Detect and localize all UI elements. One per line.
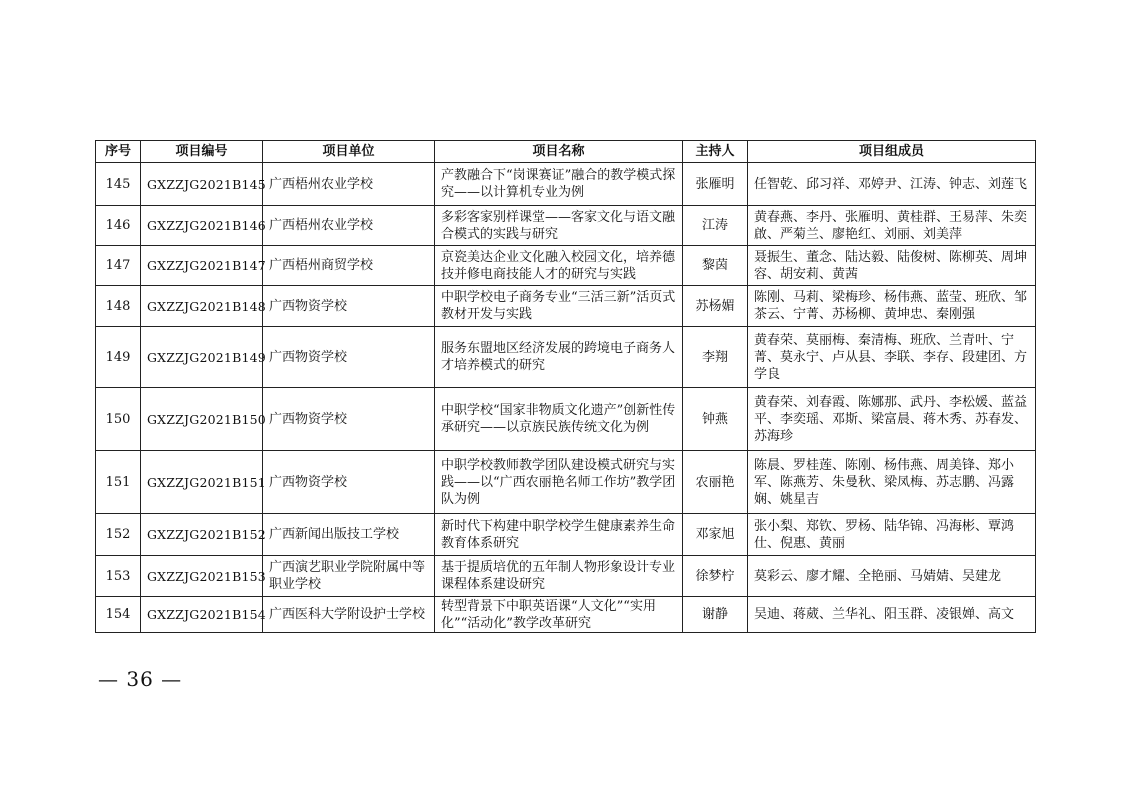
row-no: 151	[96, 451, 141, 514]
row-no: 154	[96, 597, 141, 633]
row-code: GXZZJG2021B152	[141, 514, 263, 556]
row-members: 吴迪、蒋葳、兰华礼、阳玉群、凌银婵、高文	[748, 597, 1036, 633]
row-members: 张小梨、郑钦、罗杨、陆华锦、冯海彬、覃鸿仕、倪惠、黄丽	[748, 514, 1036, 556]
row-unit: 广西梧州商贸学校	[263, 246, 435, 286]
row-no: 150	[96, 388, 141, 451]
header-unit: 项目单位	[263, 141, 435, 163]
row-no: 147	[96, 246, 141, 286]
table-row	[96, 514, 1036, 556]
row-code: GXZZJG2021B145	[141, 163, 263, 206]
page-number: — 36 —	[98, 667, 183, 691]
row-project-name: 中职学校电子商务专业“三活三新”活页式教材开发与实践	[435, 286, 683, 327]
row-members: 陈刚、马莉、梁梅珍、杨伟燕、蓝莹、班欣、邹茶云、宁菁、苏杨柳、黄坤忠、秦刚强	[748, 286, 1036, 327]
row-project-name: 新时代下构建中职学校学生健康素养生命教育体系研究	[435, 514, 683, 556]
row-code: GXZZJG2021B146	[141, 206, 263, 246]
row-members: 黄春燕、李丹、张雁明、黄桂群、王易萍、朱奕啟、严菊兰、廖艳红、刘丽、刘美萍	[748, 206, 1036, 246]
table-row	[96, 597, 1036, 633]
row-unit: 广西演艺职业学院附属中等职业学校	[263, 556, 435, 597]
row-project-name: 京瓷美达企业文化融入校园文化，培养德技并修电商技能人才的研究与实践	[435, 246, 683, 286]
row-host: 李翔	[683, 327, 748, 388]
row-code: GXZZJG2021B150	[141, 388, 263, 451]
row-code: GXZZJG2021B149	[141, 327, 263, 388]
table-row	[96, 327, 1036, 388]
row-no: 149	[96, 327, 141, 388]
row-code: GXZZJG2021B148	[141, 286, 263, 327]
header-name: 项目名称	[435, 141, 683, 163]
row-project-name: 服务东盟地区经济发展的跨境电子商务人才培养模式的研究	[435, 327, 683, 388]
project-table-container	[95, 140, 1035, 633]
row-host: 徐梦柠	[683, 556, 748, 597]
table-row	[96, 163, 1036, 206]
row-no: 148	[96, 286, 141, 327]
row-members: 任智乾、邱习祥、邓婷尹、江涛、钟志、刘莲飞	[748, 163, 1036, 206]
row-unit: 广西物资学校	[263, 451, 435, 514]
row-host: 农丽艳	[683, 451, 748, 514]
row-no: 152	[96, 514, 141, 556]
row-host: 钟燕	[683, 388, 748, 451]
table-row	[96, 388, 1036, 451]
row-project-name: 中职学校教师教学团队建设模式研究与实践——以“广西农丽艳名师工作坊”教学团队为例	[435, 451, 683, 514]
row-project-name: 转型背景下中职英语课“人文化”“实用化”“活动化”教学改革研究	[435, 597, 683, 633]
row-members: 莫彩云、廖才耀、全艳丽、马婧婧、吴建龙	[748, 556, 1036, 597]
row-host: 江涛	[683, 206, 748, 246]
row-code: GXZZJG2021B147	[141, 246, 263, 286]
row-no: 146	[96, 206, 141, 246]
row-no: 145	[96, 163, 141, 206]
table-row	[96, 451, 1036, 514]
row-host: 谢静	[683, 597, 748, 633]
row-host: 邓家旭	[683, 514, 748, 556]
row-project-name: 中职学校“国家非物质文化遗产”创新性传承研究——以京族民族传统文化为例	[435, 388, 683, 451]
header-members: 项目组成员	[748, 141, 1036, 163]
row-no: 153	[96, 556, 141, 597]
row-project-name: 产教融合下“岗课赛证”融合的教学模式探究——以计算机专业为例	[435, 163, 683, 206]
row-unit: 广西物资学校	[263, 327, 435, 388]
project-table	[95, 140, 1036, 633]
row-host: 苏杨媚	[683, 286, 748, 327]
row-members: 聂振生、董念、陆达毅、陆俊树、陈柳英、周坤容、胡安莉、黄茜	[748, 246, 1036, 286]
row-unit: 广西物资学校	[263, 286, 435, 327]
row-unit: 广西梧州农业学校	[263, 206, 435, 246]
row-unit: 广西物资学校	[263, 388, 435, 451]
header-no: 序号	[96, 141, 141, 163]
row-members: 陈晨、罗桂莲、陈刚、杨伟燕、周美锋、郑小军、陈燕芳、朱曼秋、梁凤梅、苏志鹏、冯露娴、姚星吉	[748, 451, 1036, 514]
row-unit: 广西新闻出版技工学校	[263, 514, 435, 556]
row-project-name: 多彩客家别样课堂——客家文化与语文融合模式的实践与研究	[435, 206, 683, 246]
table-row	[96, 556, 1036, 597]
table-header-row	[96, 141, 1036, 163]
header-host: 主持人	[683, 141, 748, 163]
row-code: GXZZJG2021B154	[141, 597, 263, 633]
row-members: 黄春荣、莫丽梅、秦清梅、班欣、兰青叶、宁菁、莫永宁、卢从县、李联、李存、段建团、方学良	[748, 327, 1036, 388]
row-host: 张雁明	[683, 163, 748, 206]
row-unit: 广西梧州农业学校	[263, 163, 435, 206]
row-host: 黎茵	[683, 246, 748, 286]
row-code: GXZZJG2021B151	[141, 451, 263, 514]
table-row	[96, 286, 1036, 327]
row-members: 黄春荣、刘春霞、陈娜那、武丹、李松媛、蓝益平、李奕瑶、邓斯、梁富晨、蒋木秀、苏春发、苏海珍	[748, 388, 1036, 451]
row-code: GXZZJG2021B153	[141, 556, 263, 597]
header-code: 项目编号	[141, 141, 263, 163]
table-row	[96, 246, 1036, 286]
row-project-name: 基于提质培优的五年制人物形象设计专业课程体系建设研究	[435, 556, 683, 597]
row-unit: 广西医科大学附设护士学校	[263, 597, 435, 633]
table-row	[96, 206, 1036, 246]
